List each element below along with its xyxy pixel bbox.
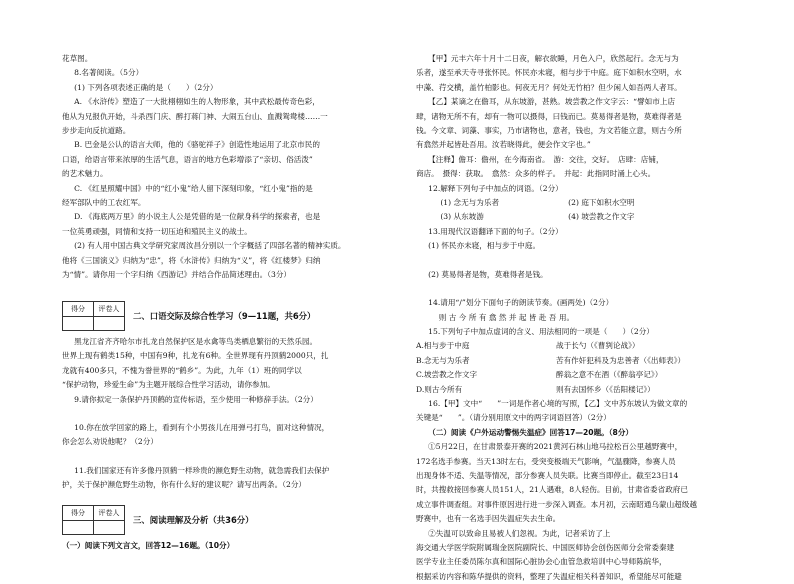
text-line: 钱。今文章、词藻、事实，乃市诸物也，意者，钱也，为文若能立意，则古今所 (416, 126, 682, 136)
question-9: 9.请你拟定一条保护丹顶鹤的宣传标语，至少使用一种修辞手法。（2分） (74, 394, 318, 404)
grader-label: 评卷人 (94, 301, 125, 316)
text-line: 出现身体不适、失温等情况，部分参赛人员失联。比赛当即停止。截至23日14 (416, 470, 679, 480)
left-column (62, 52, 394, 553)
q15-option-ref: 苦有作奸犯科及为忠善者（《出师表》） (556, 355, 686, 365)
text-line: 的艺术魅力。 (62, 169, 108, 179)
score-box (62, 505, 125, 535)
question-12: 12.解释下列句子中加点的词语。（2分） (428, 183, 563, 193)
text-line: 他将《三国演义》归纳为“忠”，将《水浒传》归纳为“义”，将《红楼梦》归纳 (62, 255, 321, 265)
text-line: 一位英勇顽强，同情和支持一切压迫和殖民主义的战士。 (62, 226, 252, 236)
question-8-1: (1) 下列各项表述正确的是（ ）（2分） (74, 82, 218, 92)
score-label: 得分 (63, 301, 94, 316)
text-line: 时，共搜救接回参赛人员151人，21人遇难，8人轻伤。目前，甘肃省委省政府已 (416, 485, 688, 495)
question-14-sentence: 则 古 今 所 有 翕 然 并 起 皆 赴 吾 用。 (438, 312, 575, 322)
section-2-reading-title: （二）阅读《户外运动警惕失温症》回答17—20题。（8分） (428, 427, 634, 437)
text-line: 口语，给语言带来浓厚的生活气息，语言的地方色彩增添了“亲切、俗活泼” (62, 154, 313, 164)
text-line: “保护动物，珍爱生命”为主题开展综合性学习活动，请你参加。 (62, 380, 275, 390)
text-line: 护，关于保护濒危野生动物，你有什么好的建议呢？请写出两条。（2分） (62, 480, 307, 490)
notes: 【注释】儋耳：儋州，在今海南省。 游：交往，交好。 店肆：店铺， (428, 154, 664, 164)
text-line: 你会怎么劝说他呢？（2分） (62, 437, 158, 447)
text-line: 乐者，遂至承天寺寻张怀民。怀民亦未寝，相与步于中庭。庭下如积水空明，水 (416, 68, 682, 78)
question-10: 10.你在放学回家的路上，看到有个小男孩儿在用弹弓打鸟，面对这种情况， (74, 422, 330, 432)
q15-option: A.相与步于中庭 (416, 341, 470, 351)
score-box (62, 301, 125, 331)
question-15: 15.下列句子中加点虚词的含义、用法相同的一项是（ ）（2分） (428, 326, 654, 336)
text-line: 花草图。 (62, 54, 93, 63)
question-8-2: (2) 有人用中国古典文学研究家周汝昌分别以一个字概括了四部名著的精神实质。 (74, 241, 346, 251)
q15-option: D.则古今所有 (416, 384, 463, 394)
text-line: 野赛中，也有一名选手因失温症失去生命。 (416, 514, 561, 524)
q12-item: (3) 从东坡游 (440, 212, 484, 222)
question-13: 13.用现代汉语翻译下面的句子。（2分） (428, 226, 563, 236)
text-line: 为“情”。请你用一个字归纳《西游记》并结合作品简述理由。（3分） (62, 270, 292, 280)
text-line: 他从为兄报仇开始，斗杀西门庆、醉打蒋门神、大闹五台山、血溅鸳鸯楼……一 (62, 111, 328, 121)
passage-jia: 【甲】元丰六年十月十二日夜，解衣欲睡，月色入户，欣然起行。念无与为 (428, 54, 679, 63)
text-line: 经军部队中的工农红军。 (62, 198, 146, 208)
score-cell[interactable] (63, 316, 94, 330)
section-3-header (62, 505, 394, 535)
option-c: C. 《红星照耀中国》中的“红小鬼”给人留下深刻印象，“红小鬼”指的是 (74, 183, 313, 193)
q12-item: (4) 坡尝教之作文字 (568, 212, 635, 222)
option-a: A. 《水浒传》塑造了一大批栩栩如生的人物形象，其中武松最传奇色彩， (74, 97, 320, 107)
text-line: 关键是“ ”。（请分别用原文中的两字词语回答）（2分） (416, 413, 611, 423)
q15-option: B.念无与为乐者 (416, 355, 470, 365)
text-line: 172名选手参赛。当天13时左右，受突变极端天气影响，气温骤降，参赛人员 (416, 456, 676, 466)
q12-item: (2) 庭下如积水空明 (568, 198, 635, 208)
section-3-subtitle: （一）阅读下列文言文，回答12—16题。（10分） (62, 540, 235, 550)
question-13-1: (1) 怀民亦未寝，相与步于中庭。 (428, 241, 541, 251)
text-line: 龙就有400多只，不愧为誉世界的“鹤乡”。为此，九年（1）班的同学以 (62, 365, 302, 375)
text-line: 黑龙江省齐齐哈尔市扎龙自然保护区是水禽等鸟类栖息繁衍的天然乐园。 (74, 336, 318, 346)
q12-item: (1) 念无与为乐者 (440, 198, 500, 208)
q15-option: C.坡尝教之作文字 (416, 370, 478, 380)
question-11: 11.我们国家还有许多像丹顶鹤一样珍贵的濒危野生动物，就急需我们去保护 (74, 465, 330, 475)
text-line: 海交通大学医学院附属瑞金医院副院长、中国医师协会创伤医师分会常委秦建 (416, 543, 675, 552)
right-column (416, 52, 752, 584)
section-3-title: 三、阅读理解及分析（共36分） (133, 514, 254, 525)
section-2-title: 二、口语交际及综合性学习（9—11题，共6分） (133, 310, 316, 321)
question-8: 8.名著阅读。（5分） (74, 68, 144, 78)
text-line: 医学专业主任委员陈尔真和国际心脏协会心血管急救培训中心导师陈皖华， (416, 557, 667, 567)
passage-yi: 【乙】某谪之在儋耳，从东坡游，甚熟。坡尝教之作文字云：“譬如市上店 (428, 97, 676, 107)
section-2-header (62, 301, 394, 331)
question-14: 14.请用“/”划分下面句子的朗读节奏。(画两处)（2分） (428, 298, 614, 308)
question-13-2: (2) 莫易得者是物，莫难得者是钱。 (428, 269, 548, 279)
q15-option-ref: 战于长勺（《曹刿论战》） (556, 341, 640, 351)
text-line: 步步走向反抗道路。 (62, 126, 131, 136)
question-16: 16.【甲】文中“ ”一词是作者心境的写照，【乙】文中苏东坡认为做文章的 (428, 398, 688, 408)
text-line: 商店。 摄得：获取。 翕然：众多的样子。 并起：此指同时涌上心头。 (416, 169, 656, 179)
q15-option-ref: 醉翁之意不在酒（《醉翁亭记》） (556, 370, 663, 380)
score-cell[interactable] (63, 520, 94, 534)
article-para-2: ②失温可以致命且易被人们忽视。为此，记者采访了上 (428, 528, 611, 538)
grader-cell[interactable] (94, 316, 125, 330)
score-label: 得分 (63, 505, 94, 520)
text-line: 中藻、荇交横，盖竹柏影也。何夜无月？何处无竹柏？但少闲人如吾两人者耳。 (416, 82, 682, 92)
text-line: 有翕然并起皆赴吾用。汝若晓得此，便会作文字也。” (416, 140, 591, 150)
grader-label: 评卷人 (94, 505, 125, 520)
text-line: 肆，诸物无所不有，却有一物可以摄得，曰钱而已。莫易得者是物，莫难得者是 (416, 111, 682, 121)
article-para-1: ①5月22日，在甘肃景泰开赛的2021黄河石林山地马拉松百公里越野赛中， (428, 442, 683, 452)
text-line: 世界上现有鹤类15种，中国有9种，扎龙有6种。全世界现有丹顶鹤2000只，扎 (62, 351, 329, 361)
grader-cell[interactable] (94, 520, 125, 534)
text-line: 成立事件调查组。对事件原因进行进一步深入调查。本月初，云南昭通乌蒙山超级越 (416, 499, 697, 509)
text-line: 根据采访内容和陈华提供的资料，整理了失温症相关科普知识，希望能尽可能避 (416, 571, 682, 581)
q15-option-ref: 则有去国怀乡（《岳阳楼记》） (556, 384, 655, 394)
option-d: D. 《海底两万里》的小说主人公是凭借的是一位献身科学的探索者，也是 (74, 212, 321, 222)
option-b: B. 巴金是公认的语言大师，他的《骆驼祥子》创造性地运用了北京市民的 (74, 140, 320, 150)
